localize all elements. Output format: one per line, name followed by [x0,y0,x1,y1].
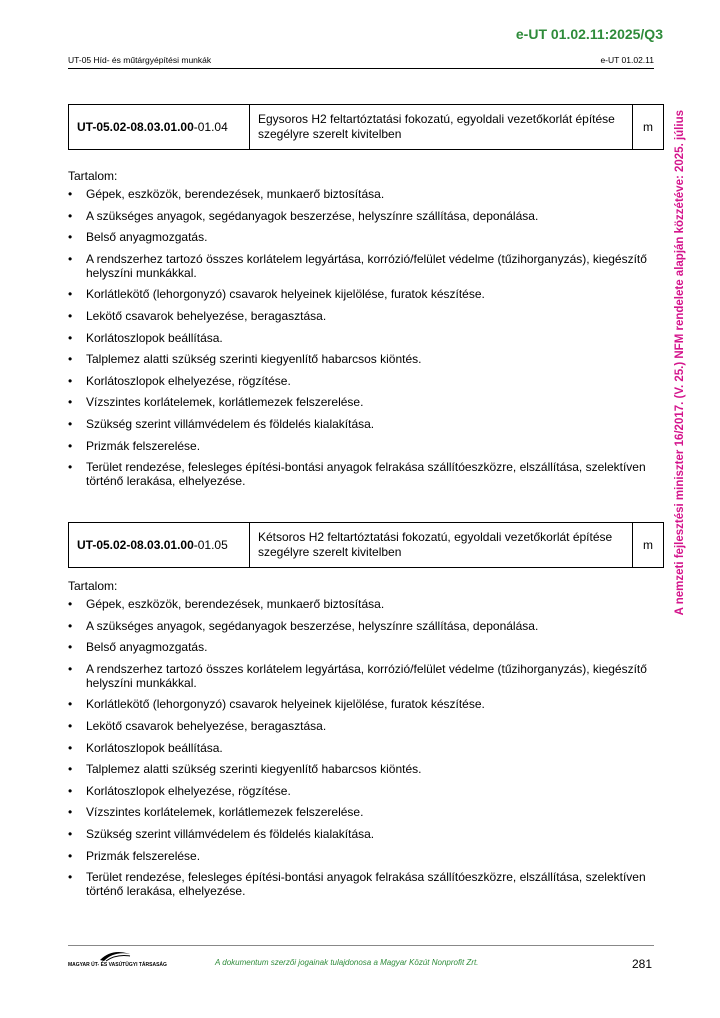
item-table-1 [68,104,664,150]
list-item: • Talplemez alatti szükség szerinti kiegyenlítő habarcsos kiöntés. [68,762,658,776]
item-content-2 [68,579,658,906]
page-number: 281 [631,957,652,971]
item-table-2 [68,522,664,568]
footer-divider [68,945,654,946]
bullet-list [68,187,658,488]
list-item: • Korlátoszlopok elhelyezése, rögzítése. [68,374,658,388]
item-code: UT-05.02-08.03.01.00 [77,120,194,134]
list-item: • A szükséges anyagok, segédanyagok beszerzése, helyszínre szállítása, deponálása. [68,209,658,223]
running-header [68,55,654,69]
list-item: • Korlátlekötő (lehorgonyzó) csavarok helyeinek kijelölése, furatok készítése. [68,697,658,711]
list-item: • Vízszintes korlátelemek, korlátlemezek felszerelése. [68,395,658,409]
list-item: • Szükség szerint villámvédelem és földelés kialakítása. [68,417,658,431]
item-code: UT-05.02-08.03.01.00 [77,538,194,552]
running-header-right: e-UT 01.02.11 [600,55,654,65]
list-item: • Terület rendezése, felesleges építési-bontási anyagok felrakása szállítóeszközre, elszállítása, szelektíven történő lerakása, elhelyezése. [68,460,658,488]
item-code-suffix: -01.05 [193,538,228,552]
list-item: • Korlátlekötő (lehorgonyzó) csavarok helyeinek kijelölése, furatok készítése. [68,287,658,301]
item-content-1 [68,169,658,496]
footer-copyright: A dokumentum szerzői jogainak tulajdonosa a Magyar Közút Nonprofit Zrt. [215,958,479,967]
list-item: • Korlátoszlopok beállítása. [68,331,658,345]
list-item: • Szükség szerint villámvédelem és földelés kialakítása. [68,827,658,841]
list-item: • Korlátoszlopok beállítása. [68,741,658,755]
document-code: e-UT 01.02.11:2025/Q3 [515,26,663,42]
road-logo-icon [98,950,132,962]
list-item: • A szükséges anyagok, segédanyagok beszerzése, helyszínre szállítása, deponálása. [68,619,658,633]
logo-text: MAGYAR ÚT- ÉS VASÚTÜGYI TÁRSASÁG [68,962,167,968]
list-item: • A rendszerhez tartozó összes korlátelem legyártása, korrózió/felület védelme (tűzihorganyzás), kiegészítő helyszíni munkákkal. [68,662,658,690]
list-item: • Lekötő csavarok behelyezése, beragasztása. [68,719,658,733]
item-unit: m [643,538,653,552]
list-item: • Belső anyagmozgatás. [68,640,658,654]
item-description: Egysoros H2 feltartóztatási fokozatú, egyoldali vezetőkorlát építése szegélyre szerelt kivitelben [250,105,633,149]
bullet-list [68,597,658,898]
content-label: Tartalom: [68,579,118,593]
list-item: • Terület rendezése, felesleges építési-bontási anyagok felrakása szállítóeszközre, elszállítása, szelektíven történő lerakása, elhelyezése. [68,870,658,898]
side-note [669,95,691,630]
item-description: Kétsoros H2 feltartóztatási fokozatú, egyoldali vezetőkorlát építése szegélyre szerelt kivitelben [250,523,633,567]
item-unit: m [643,120,653,134]
list-item: • Korlátoszlopok elhelyezése, rögzítése. [68,784,658,798]
list-item: • Prizmák felszerelése. [68,849,658,863]
content-label: Tartalom: [68,169,118,183]
list-item: • A rendszerhez tartozó összes korlátelem legyártása, korrózió/felület védelme (tűzihorganyzás), kiegészítő helyszíni munkákkal. [68,252,658,280]
list-item: • Prizmák felszerelése. [68,439,658,453]
item-code-cell [69,105,250,149]
list-item: • Belső anyagmozgatás. [68,230,658,244]
list-item: • Gépek, eszközök, berendezések, munkaerő biztosítása. [68,597,658,611]
list-item: • Talplemez alatti szükség szerinti kiegyenlítő habarcsos kiöntés. [68,352,658,366]
footer-logo [68,950,167,970]
list-item: • Gépek, eszközök, berendezések, munkaerő biztosítása. [68,187,658,201]
item-code-suffix: -01.04 [193,120,228,134]
running-header-left: UT-05 Híd- és műtárgyépítési munkák [68,55,212,65]
item-code-cell [69,523,250,567]
side-note-text: A nemzeti fejlesztési miniszter 16/2017. (V. 25.) NFM rendelete alapján közzétéve: 2025. július [674,109,686,616]
list-item: • Vízszintes korlátelemek, korlátlemezek felszerelése. [68,805,658,819]
list-item: • Lekötő csavarok behelyezése, beragasztása. [68,309,658,323]
